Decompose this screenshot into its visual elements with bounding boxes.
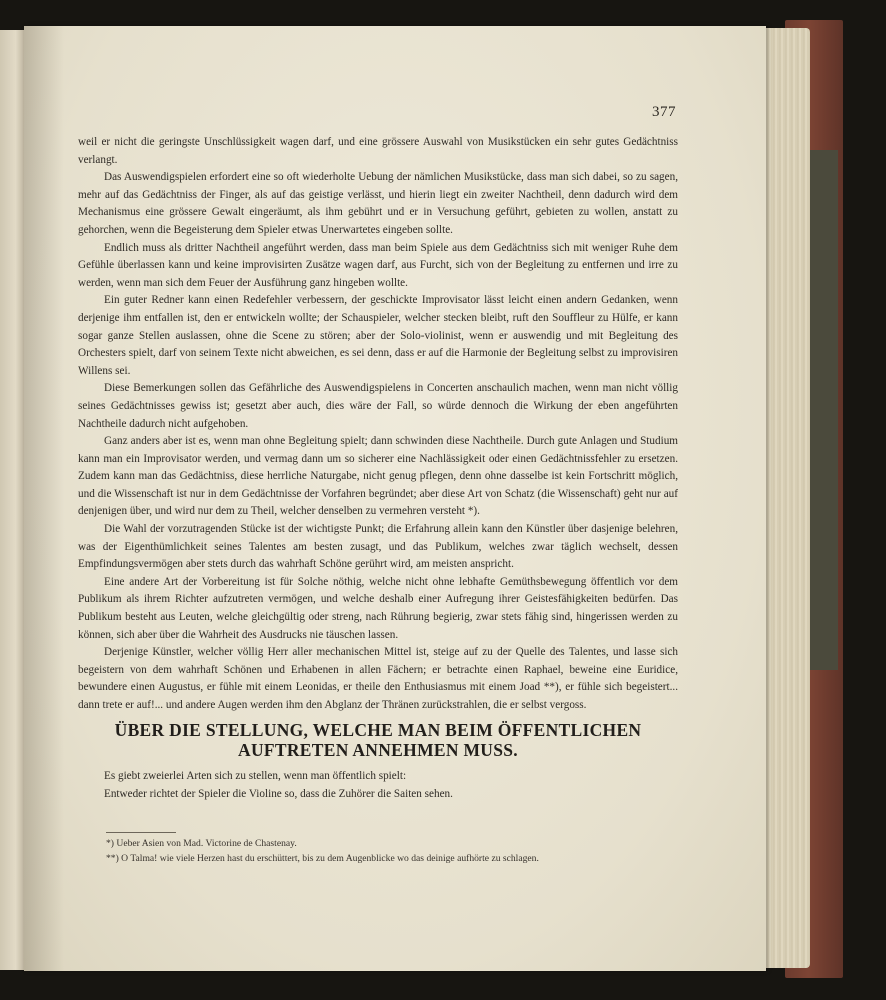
cover-binding-strip [808,150,838,670]
paragraph: Entweder richtet der Spieler die Violine so, dass die Zuhörer die Saiten sehen. [104,787,453,800]
book-page [24,26,766,971]
paragraph: Endlich muss als dritter Nachtheil angeführt werden, dass man beim Spiele aus dem Gedächtniss sich mit weniger Ruhe dem Gefühle überlassen kann und keine improvisirten Zusätze wagen darf, aus Furcht, sich von der Begleitung zu entfernen und irre zu werden, wenn man sich dem Feuer der Ausführung ganz hingeben wollte. [78,241,678,289]
paragraph: Ein guter Redner kann einen Redefehler verbessern, der geschickte Improvisator lässt leicht einen andern Gedanken, wenn derjenige ihm entfallen ist, den er entwickeln wollte; der Schauspieler, welcher stecken bleibt, ruft den Souffleur zu Hülfe, er kann sogar ganze Stellen auslassen, ohne die Scene zu stören; aber der Solo-violinist, wenn er auswendig und mit Begleitung des Orchesters spielt, darf von seinem Texte nicht abweichen, es sei denn, dass er auf die Harmonie der Begleitung selbst zu improvisiren Willens sei. [78,294,678,377]
paragraph: weil er nicht die geringste Unschlüssigkeit wagen darf, und eine grössere Auswahl von Musikstücken ein sehr gutes Gedächtniss verlangt. [78,136,678,166]
facing-page-edge [0,30,26,970]
footnote: *) Ueber Asien von Mad. Victorine de Chastenay. [106,838,297,849]
paragraph: Diese Bemerkungen sollen das Gefährliche des Auswendigspielens in Concerten anschaulich machen, wenn man nicht völlig seines Gedächtnisses gewiss ist; gesetzt aber auch, dies wäre der Fall, so würde dennoch die Wirkung der eben angeführten Nachtheile dadurch nicht aufgehoben. [78,382,678,430]
footnote-divider [106,832,176,833]
paragraph: Es giebt zweierlei Arten sich zu stellen, wenn man öffentlich spielt: [104,770,407,782]
paragraph: Eine andere Art der Vorbereitung ist für Solche nöthig, welche nicht ohne lebhafte Gemüthsbewegung öffentlich vor dem Publikum als ihrem Richter aufzutreten vermögen, und welche deshalb einer Aufregung ihrer Geistesfähigkeiten bedürfen. Das Publikum besteht aus Leuten, welche gleichgültig oder streng, nach Rührung begierig, zwar stets fähig sind, hingerissen werden zu können, sich aber über die Wahrheit des Ausdrucks nie täuschen lassen. [78,575,678,641]
footnote: **) O Talma! wie viele Herzen hast du erschüttert, bis zu dem Augenblicke wo das deinige aufhörte zu schlagen. [106,852,539,864]
section-heading: ÜBER DIE STELLUNG, WELCHE MAN BEIM ÖFFENTLICHEN AUFTRETEN ANNEHMEN MUSS. [114,720,642,760]
paragraph: Die Wahl der vorzutragenden Stücke ist der wichtigste Punkt; die Erfahrung allein kann den Künstler über dasjenige belehren, was der Eigenthümlichkeit seines Talentes am besten zusagt, und das Publikum, welches zwar täglich wechselt, dessen Empfindungsvermögen aber stets durch das wahrhaft Schöne gerührt wird, am meisten anspricht. [78,523,678,571]
footnotes [106,837,686,866]
section-intro [78,768,678,803]
body-text [78,134,678,715]
page-number: 377 [652,104,676,120]
page-gutter-shadow [24,26,64,971]
paragraph: Derjenige Künstler, welcher völlig Herr aller mechanischen Mittel ist, steige auf zu der Quelle des Talentes, und lasse sich begeistern von dem wahrhaft Schönen und Erhabenen in allen Fächern; er betrachte einen Raphael, beweine eine Euridice, bewundere einen Augustus, er fühle mit einem Leonidas, er theile den Enthusiasmus mit einem Joad **), er fühle sich begeistert... dann trete er auf!... und andere Augen werden ihm den Abglanz der Thränen zurückstrahlen, die er selbst vergoss. [78,646,678,711]
paragraph: Ganz anders aber ist es, wenn man ohne Begleitung spielt; dann schwinden diese Nachtheile. Durch gute Anlagen und Studium kann man ein Improvisator werden, und vermag dann um so sicherer eine Nachlässigkeit oder einen Gedächtnissfehler zu ersetzen. Zudem kann man das Gedächtniss, diese herrliche Naturgabe, nicht genug pflegen, denn ohne dasselbe ist kein Fortschritt möglich, und die Wissenschaft ist nur in dem Gedächtnisse der Vorfahren begründet; aber diese Art von Schatz (die Wissenschaft) geht nur auf denjenigen über, und wird nur dem zu Theil, welcher denselben zu vermehren versteht *). [78,435,678,518]
paragraph: Das Auswendigspielen erfordert eine so oft wiederholte Uebung der nämlichen Musikstücke, dass man sich dabei, so zu sagen, mehr auf das Gedächtniss der Finger, als auf das geistige verlässt, und hierin liegt ein zweiter Nachtheil, denn dadurch wird dem Mechanismus eine grössere Gewalt eingeräumt, als ihm gebührt und er in Versuchung geführt, gebieten zu wollen, anstatt zu gehorchen, wenn die Begeisterung dem Spieler etwas Unerwartetes eingeben sollte. [78,171,678,236]
